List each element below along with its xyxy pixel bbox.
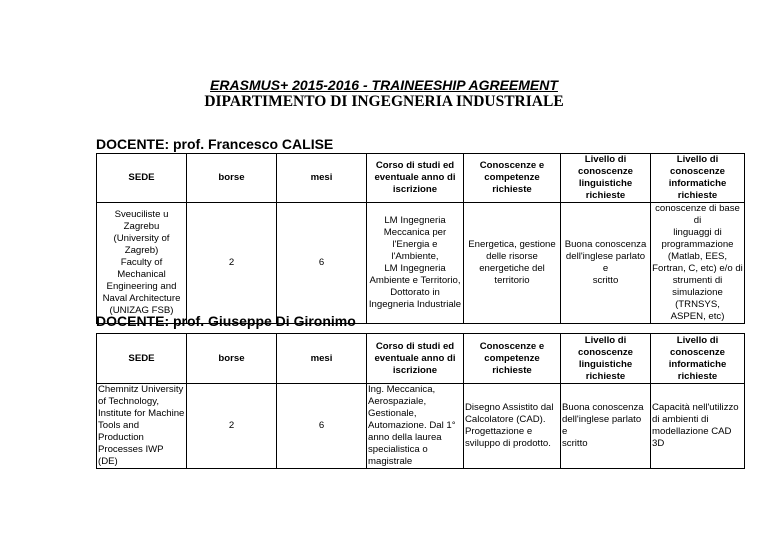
header-mesi: mesi — [277, 154, 367, 203]
header-row — [97, 154, 745, 203]
header-sede: SEDE — [97, 154, 187, 203]
header-corso: Corso di studi ed eventuale anno di iscrizione — [367, 334, 464, 384]
header-informatiche: Livello di conoscenze informatiche richieste — [651, 334, 745, 384]
cell-linguistiche: Buona conoscenza dell'inglese parlato e scritto — [561, 203, 651, 324]
header-borse: borse — [187, 154, 277, 203]
cell-sede: Chemnitz University of Technology, Institute for Machine Tools and Production Processes IWP (DE) — [97, 384, 187, 469]
cell-mesi: 6 — [277, 203, 367, 324]
table-row — [97, 203, 745, 324]
header-linguistiche: Livello di conoscenze linguistiche richieste — [561, 334, 651, 384]
table-row — [97, 384, 745, 469]
header-row — [97, 334, 745, 384]
cell-sede: Sveuciliste u Zagrebu (University of Zagreb) Faculty of Mechanical Engineering and Naval Architecture (UNIZAG FSB) — [97, 203, 187, 324]
header-sede: SEDE — [97, 334, 187, 384]
cell-conoscenze: Energetica, gestione delle risorse energetiche del territorio — [464, 203, 561, 324]
header-mesi: mesi — [277, 334, 367, 384]
traineeship-table-2 — [96, 333, 745, 469]
header-informatiche: Livello di conoscenze informatiche richieste — [651, 154, 745, 203]
docente-heading-2: DOCENTE: prof. Giuseppe Di Gironimo — [96, 313, 356, 329]
department-title: DIPARTIMENTO DI INGEGNERIA INDUSTRIALE — [204, 93, 564, 110]
cell-corso: Ing. Meccanica, Aerospaziale, Gestionale, Automazione. Dal 1° anno della laurea specialistica o magistrale — [367, 384, 464, 469]
docente-heading-1: DOCENTE: prof. Francesco CALISE — [96, 136, 334, 152]
cell-linguistiche: Buona conoscenza dell'inglese parlato e scritto — [561, 384, 651, 469]
cell-informatiche: conoscenze di base di linguaggi di programmazione (Matlab, EES, Fortran, C, etc) e/o di strumenti di simulazione (TRNSYS, ASPEN, etc) — [652, 203, 743, 322]
cell-mesi: 6 — [277, 384, 367, 469]
header-conoscenze: Conoscenze e competenze richieste — [464, 334, 561, 384]
document-title: ERASMUS+ 2015-2016 - TRAINEESHIP AGREEMENT — [210, 77, 558, 93]
cell-conoscenze: Disegno Assistito dal Calcolatore (CAD). Progettazione e sviluppo di prodotto. — [464, 384, 561, 469]
header-linguistiche: Livello di conoscenze linguistiche richieste — [561, 154, 651, 203]
header-corso: Corso di studi ed eventuale anno di iscrizione — [367, 154, 464, 203]
header-borse: borse — [187, 334, 277, 384]
cell-corso: LM Ingegneria Meccanica per l'Energia e l'Ambiente, LM Ingegneria Ambiente e Territorio, Dottorato in Ingegneria Industriale — [367, 203, 464, 324]
traineeship-table-1 — [96, 153, 745, 324]
cell-borse: 2 — [187, 203, 277, 324]
cell-informatiche: Capacità nell'utilizzo di ambienti di modellazione CAD 3D — [651, 384, 745, 469]
cell-borse: 2 — [187, 384, 277, 469]
header-conoscenze: Conoscenze e competenze richieste — [464, 154, 561, 203]
